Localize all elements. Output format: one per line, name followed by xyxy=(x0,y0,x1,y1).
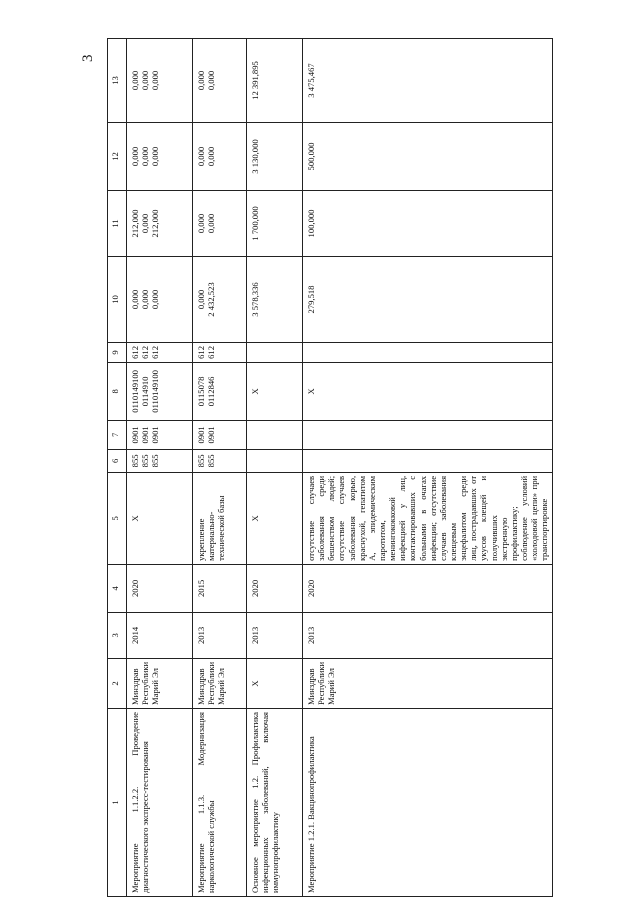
amount: 0,000 0,000 0,000 xyxy=(127,123,193,191)
table-row xyxy=(303,39,553,897)
executor: Минздрав Республики Марий Эл xyxy=(303,658,553,708)
grbs-code: 855 855 xyxy=(193,449,247,472)
column-header: 11 xyxy=(108,191,127,257)
amount: 12 391,895 xyxy=(247,39,303,123)
end-year: 2020 xyxy=(247,564,303,612)
start-year: 2013 xyxy=(193,612,247,658)
measure-name: Мероприятие 1.1.2.2. Проведение диагностического экспресс-тестирования xyxy=(127,709,193,897)
measure-name: Мероприятие 1.1.3. Модернизация наркологической службы xyxy=(193,709,247,897)
amount: 1 700,000 xyxy=(247,191,303,257)
section-code xyxy=(247,420,303,449)
amount: 100,000 xyxy=(303,191,553,257)
column-header: 5 xyxy=(108,472,127,564)
column-header: 9 xyxy=(108,343,127,363)
executor: Минздрав Республики Марий Эл xyxy=(193,658,247,708)
end-year: 2020 xyxy=(127,564,193,612)
section-code: 0901 0901 xyxy=(193,420,247,449)
column-header: 2 xyxy=(108,658,127,708)
column-header: 4 xyxy=(108,564,127,612)
amount: 0,000 0,000 0,000 xyxy=(127,39,193,123)
expense-type-code xyxy=(303,343,553,363)
column-header: 7 xyxy=(108,420,127,449)
expense-type-code xyxy=(247,343,303,363)
budget-table xyxy=(107,38,553,897)
column-header: 3 xyxy=(108,612,127,658)
executor: X xyxy=(247,658,303,708)
amount: 500,000 xyxy=(303,123,553,191)
measure-name: Мероприятие 1.2.1. Вакцинопрофилактика xyxy=(303,709,553,897)
measure-name: Основное мероприятие 1.2. Профилактика инфекционных заболеваний, включая иммунопрофилактику xyxy=(247,709,303,897)
amount: 0,000 0,000 xyxy=(193,39,247,123)
target-item-code: 0110149100 0114910 0110149100 xyxy=(127,362,193,420)
start-year: 2013 xyxy=(247,612,303,658)
column-header: 10 xyxy=(108,257,127,343)
table-row xyxy=(247,39,303,897)
target-item-code: 0115078 0112846 xyxy=(193,362,247,420)
grbs-code xyxy=(303,449,553,472)
table-row xyxy=(193,39,247,897)
amount: 3 130,000 xyxy=(247,123,303,191)
amount: 0,000 0,000 xyxy=(193,191,247,257)
column-header: 6 xyxy=(108,449,127,472)
amount: 0,000 0,000 xyxy=(193,123,247,191)
column-header: 8 xyxy=(108,362,127,420)
expected-result: X xyxy=(127,472,193,564)
table-row xyxy=(127,39,193,897)
start-year: 2013 xyxy=(303,612,553,658)
page-number: 3 xyxy=(80,54,96,62)
amount: 279,518 xyxy=(303,257,553,343)
amount: 0,000 2 432,523 xyxy=(193,257,247,343)
expected-result: отсутствие случаев заболевания среди бешенством людей; отсутствие случаев заболевания корью, краснухой, гепатитом А, эпидемическим паротитом, менингококковой инфекцией у лиц, контактировавших с больными в очагах инфекции; отсутствие случаев заболевания клещевым энцефалитом среди лиц, пострадавших от укусов клещей и получивших экстренную профилактику; соблюдение условий «холодовой цепи» при транспортировке xyxy=(303,472,553,564)
target-item-code: X xyxy=(247,362,303,420)
column-header: 13 xyxy=(108,39,127,123)
grbs-code: 855 855 855 xyxy=(127,449,193,472)
executor: Минздрав Республики Марий Эл xyxy=(127,658,193,708)
expense-type-code: 612 612 612 xyxy=(127,343,193,363)
amount: 3 475,467 xyxy=(303,39,553,123)
expected-result: X xyxy=(247,472,303,564)
section-code: 0901 0901 0901 xyxy=(127,420,193,449)
end-year: 2015 xyxy=(193,564,247,612)
grbs-code xyxy=(247,449,303,472)
expected-result: укрепление материально-технической базы xyxy=(193,472,247,564)
header-row xyxy=(108,39,127,897)
start-year: 2014 xyxy=(127,612,193,658)
amount: 3 578,336 xyxy=(247,257,303,343)
section-code xyxy=(303,420,553,449)
amount: 0,000 0,000 0,000 xyxy=(127,257,193,343)
end-year: 2020 xyxy=(303,564,553,612)
column-header: 12 xyxy=(108,123,127,191)
target-item-code: X xyxy=(303,362,553,420)
expense-type-code: 612 612 xyxy=(193,343,247,363)
amount: 212,000 0,000 212,000 xyxy=(127,191,193,257)
column-header: 1 xyxy=(108,709,127,897)
